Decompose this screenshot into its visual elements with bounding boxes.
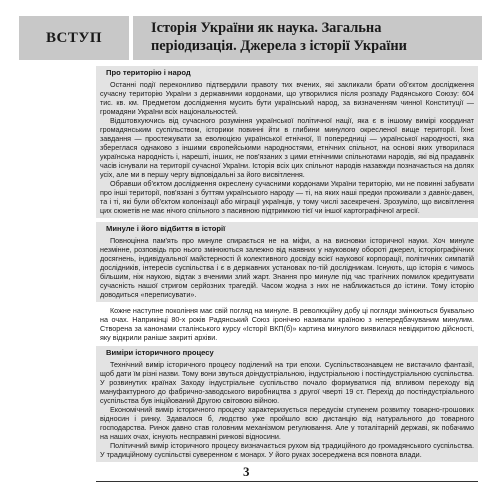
section-territory [96,66,478,218]
section-title: Минуле і його відбиття в історії [106,224,226,233]
paragraph: Економічний вимір історичного процесу характеризується передусім ступенем розвитку товарно-грошових відносин і ринку. Здавалося б, людство уже пройшло всю дистанцію від натурального до товарного господарства. Ринок давно став головним механізмом регулювання. Але у тоталітарній державі, як побачимо на наших очах, існують несправжні ринкові відносини. [100,405,474,441]
paragraph: Політичний вимір історичного процесу визначається рухом від традиційного до громадянського суспільства. У традиційному суспільстві суверенном є монарх. У його руках зосереджена вся повнота влади. [100,441,474,459]
section-label: ВСТУП [45,29,103,46]
section-past-continued [96,306,478,342]
chapter-header [19,16,482,60]
page-number: 3 [243,464,250,479]
body-content [96,66,478,466]
section-title: Виміри історичного процесу [106,348,214,357]
section-title: Про територію і народ [106,68,191,77]
chapter-title-line: періодизація. Джерела з історії України [151,38,407,54]
paragraph: Повноцінна пам'ять про минуле спирається не на міфи, а на висновки історичної науки. Хоч минуле незмінне, розповідь про нього змінюються залежно від наявних у науковому обороті джерел, історіографічних досягнень, індивідуальної майстерності й колективного досвіду всієї наукової корпорації, політичних симпатій дослідників, інтересів суспільства і є в державних установах по-тій дослідникам. Існують, що історія є чимось більшим, ніж наукою, відтак з вченими злий жарт. Знання про минуле під час трагічних помилок кредитувати сучасність нашої стригом серйозних трагедій. Часом жодна з них не наближається до істини. Тому історію доводиться «переписувати». [100,236,474,299]
paragraph: Технічний вимір історичного процесу поділений на три епохи. Суспільствознавцем не вистачило фантазії, щоб дати їм різні назви. Тому вони звуться доіндустріальною, індустріальною і постіндустріальною суспільства. У розвинутих країнах Заходу індустріальне суспільство почало формуватися під впливом переходу від мануфактурного до фабрично-заводського виробництва з другої чверті 19 ст. Перехід до постіндустріального суспільства був ініційований Другою світовою війною. [100,360,474,405]
section-dimensions [96,346,478,462]
chapter-title-line: Історія України як наука. Загальна [151,20,382,36]
section-label-box [19,16,129,60]
paragraph: Відштовхуючись від сучасного розуміння української політичної нації, яка є в іншому вимірі координат громадянським суспільством, історики повинні йти в глибини минулого окресленої вище території. Їхнє завдання — простежувати за еволюцією української етнічної, її попередниці — української народності, яка збереглася однаково з іншими європейськими народностями, етнічних спільнот, на основі яких утворилася українська народність і, нарешті, інших, не пов'язаних з цими етнічними спільнотами народів, які від прадавніх часів існували на території сучасної України. Історія всіх цих спільнот народів назавжди позначається на долях усіх, але ми в першу чергу відповідальні за його висвітлення. [100,116,474,179]
paragraph: Обравши об'єктом дослідження окреслену сучасними кордонами України територію, ми не повинні забувати про інші території, пов'язані з буттям українського народу — ті, на яких наші предки проживали з давніх-давен, та і ті, які були об'єктом колонізації або міграції українців, у тому числі засекречені. Зрозуміло, що висвітлення цих сюжетів не має нічого спільного з пасивною підтримкою тієї чи іншої картографічної агресії. [100,179,474,215]
footer-rule [96,481,478,482]
paragraph: Кожне наступне покоління має свій погляд на минуле. В революційну добу ці погляди змінюються буквально на очах. Наприкінці 80-х років Радянський Союз іронічно називали країною з непередбачуваним минулим. Створена за канонами сталінського курсу «Історії ВКП(б)» картина минулого виявилася невідкритою дійсності, яку відкрили раніше закриті архіви. [100,306,474,342]
paragraph: Останні події переконливо підтвердили правоту тих вчених, які закликали брати об'єктом дослідження сучасну територію України з державними кордонами, що утворилися після розпаду Радянського Союзу: 604 тис. кв. км. Предметом дослідження мусить бути український народ, за визначенням чинної Конституції — громадяни України всіх національностей. [100,80,474,116]
chapter-title [133,16,482,60]
section-past [96,222,478,302]
